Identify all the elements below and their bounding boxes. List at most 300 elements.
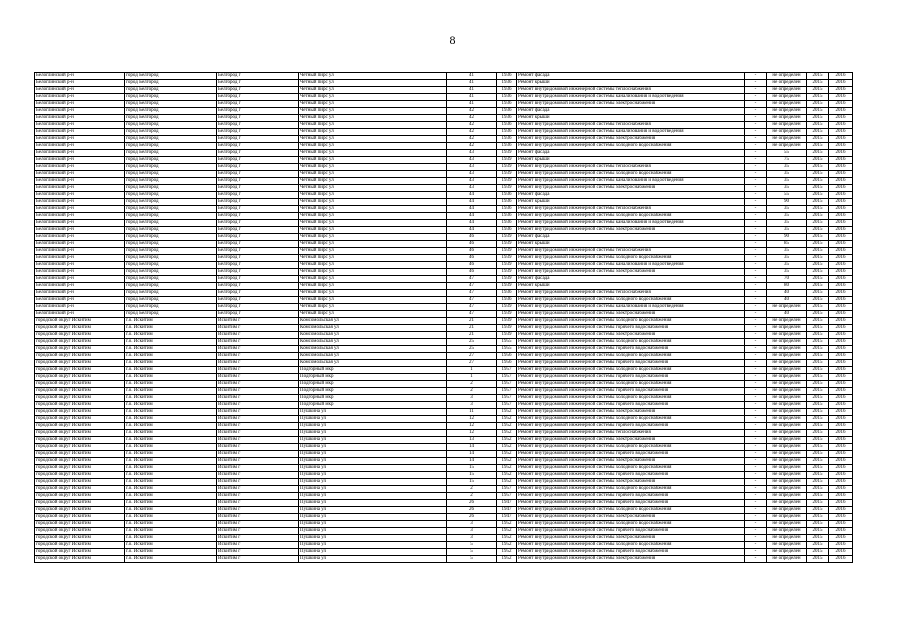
end-year-cell: 2016 bbox=[829, 80, 853, 87]
build-year-cell: 1939 bbox=[497, 283, 517, 290]
dash-cell: - bbox=[745, 122, 767, 129]
end-year-cell: 2016 bbox=[829, 423, 853, 430]
work-type-cell: Ремонт внутридомовой инженерной системы холодного водоснабжения bbox=[517, 255, 745, 262]
end-year-cell: 2016 bbox=[829, 297, 853, 304]
locality-cell: Белгород г bbox=[217, 248, 299, 255]
table-row bbox=[35, 297, 853, 304]
house-number-cell: 27 bbox=[447, 353, 497, 360]
work-type-cell: Ремонт внутридомовой инженерной системы теплоснабжения bbox=[517, 248, 745, 255]
settlement-cell: город Белгород bbox=[125, 206, 217, 213]
cost-cell: не определен bbox=[767, 381, 807, 388]
build-year-cell: 1952 bbox=[497, 409, 517, 416]
municipality-cell: городской округ Искитим bbox=[35, 486, 125, 493]
work-type-cell: Ремонт крыши bbox=[517, 241, 745, 248]
cost-cell: 35 bbox=[767, 164, 807, 171]
build-year-cell: 1952 bbox=[497, 444, 517, 451]
locality-cell: Искитим г bbox=[217, 423, 299, 430]
build-year-cell: 1957 bbox=[497, 374, 517, 381]
house-number-cell: 47 bbox=[447, 297, 497, 304]
end-year-cell: 2016 bbox=[829, 444, 853, 451]
work-type-cell: Ремонт внутридомовой инженерной системы горячего водоснабжения bbox=[517, 493, 745, 500]
start-year-cell: 2015 bbox=[807, 374, 829, 381]
locality-cell: Белгород г bbox=[217, 199, 299, 206]
locality-cell: Искитим г bbox=[217, 451, 299, 458]
house-number-cell: 21 bbox=[447, 332, 497, 339]
dash-cell: - bbox=[745, 283, 767, 290]
start-year-cell: 2015 bbox=[807, 472, 829, 479]
work-type-cell: Ремонт внутридомовой инженерной системы горячего водоснабжения bbox=[517, 346, 745, 353]
table-row bbox=[35, 367, 853, 374]
locality-cell: Белгород г bbox=[217, 213, 299, 220]
start-year-cell: 2015 bbox=[807, 171, 829, 178]
build-year-cell: 1939 bbox=[497, 241, 517, 248]
start-year-cell: 2015 bbox=[807, 430, 829, 437]
start-year-cell: 2015 bbox=[807, 381, 829, 388]
municipality-cell: городской округ Искитим bbox=[35, 339, 125, 346]
dash-cell: - bbox=[745, 416, 767, 423]
settlement-cell: г.о. Искитим bbox=[125, 493, 217, 500]
end-year-cell: 2016 bbox=[829, 486, 853, 493]
house-number-cell: 47 bbox=[447, 276, 497, 283]
work-type-cell: Ремонт внутридомовой инженерной системы горячего водоснабжения bbox=[517, 374, 745, 381]
work-type-cell: Ремонт внутридомовой инженерной системы холодного водоснабжения bbox=[517, 339, 745, 346]
street-cell: Пушкина ул bbox=[299, 409, 447, 416]
end-year-cell: 2016 bbox=[829, 276, 853, 283]
cost-cell: 80 bbox=[767, 283, 807, 290]
house-number-cell: 47 bbox=[447, 311, 497, 318]
locality-cell: Белгород г bbox=[217, 297, 299, 304]
municipality-cell: Белоглинский р-н bbox=[35, 73, 125, 80]
municipality-cell: Белоглинский р-н bbox=[35, 129, 125, 136]
house-number-cell: 5 bbox=[447, 549, 497, 556]
locality-cell: Искитим г bbox=[217, 395, 299, 402]
table-row bbox=[35, 276, 853, 283]
municipality-cell: городской округ Искитим bbox=[35, 318, 125, 325]
table-row bbox=[35, 248, 853, 255]
cost-cell: не определен bbox=[767, 493, 807, 500]
municipality-cell: городской округ Искитим bbox=[35, 500, 125, 507]
cost-cell: не определен bbox=[767, 500, 807, 507]
municipality-cell: Белоглинский р-н bbox=[35, 108, 125, 115]
settlement-cell: г.о. Искитим bbox=[125, 437, 217, 444]
dash-cell: - bbox=[745, 500, 767, 507]
settlement-cell: город Белгород bbox=[125, 171, 217, 178]
build-year-cell: 1955 bbox=[497, 346, 517, 353]
build-year-cell: 1947 bbox=[497, 514, 517, 521]
cost-cell: не определен bbox=[767, 87, 807, 94]
dash-cell: - bbox=[745, 227, 767, 234]
start-year-cell: 2015 bbox=[807, 402, 829, 409]
start-year-cell: 2015 bbox=[807, 227, 829, 234]
start-year-cell: 2015 bbox=[807, 164, 829, 171]
locality-cell: Белгород г bbox=[217, 136, 299, 143]
house-number-cell: 3 bbox=[447, 535, 497, 542]
street-cell: Четный пирс ул bbox=[299, 304, 447, 311]
settlement-cell: г.о. Искитим bbox=[125, 486, 217, 493]
house-number-cell: 3 bbox=[447, 395, 497, 402]
municipality-cell: городской округ Искитим bbox=[35, 360, 125, 367]
table-row bbox=[35, 206, 853, 213]
street-cell: Четный пирс ул bbox=[299, 297, 447, 304]
cost-cell: 35 bbox=[767, 213, 807, 220]
cost-cell: не определен bbox=[767, 549, 807, 556]
table-row bbox=[35, 465, 853, 472]
settlement-cell: г.о. Искитим bbox=[125, 521, 217, 528]
end-year-cell: 2016 bbox=[829, 479, 853, 486]
settlement-cell: г.о. Искитим bbox=[125, 535, 217, 542]
work-type-cell: Ремонт внутридомовой инженерной системы электроснабжения bbox=[517, 535, 745, 542]
table-row bbox=[35, 542, 853, 549]
house-number-cell: 44 bbox=[447, 192, 497, 199]
house-number-cell: 3 bbox=[447, 528, 497, 535]
locality-cell: Белгород г bbox=[217, 269, 299, 276]
cost-cell: не определен bbox=[767, 339, 807, 346]
locality-cell: Искитим г bbox=[217, 528, 299, 535]
end-year-cell: 2016 bbox=[829, 164, 853, 171]
house-number-cell: 43 bbox=[447, 171, 497, 178]
table-row bbox=[35, 458, 853, 465]
locality-cell: Белгород г bbox=[217, 171, 299, 178]
settlement-cell: город Белгород bbox=[125, 115, 217, 122]
start-year-cell: 2015 bbox=[807, 514, 829, 521]
cost-cell: не определен bbox=[767, 458, 807, 465]
house-number-cell: 12 bbox=[447, 430, 497, 437]
cost-cell: 35 bbox=[767, 206, 807, 213]
dash-cell: - bbox=[745, 542, 767, 549]
dash-cell: - bbox=[745, 178, 767, 185]
house-number-cell: 42 bbox=[447, 122, 497, 129]
start-year-cell: 2015 bbox=[807, 108, 829, 115]
build-year-cell: 1936 bbox=[497, 136, 517, 143]
dash-cell: - bbox=[745, 304, 767, 311]
locality-cell: Белгород г bbox=[217, 234, 299, 241]
house-number-cell: 1 bbox=[447, 374, 497, 381]
start-year-cell: 2015 bbox=[807, 451, 829, 458]
end-year-cell: 2016 bbox=[829, 178, 853, 185]
build-year-cell: 1952 bbox=[497, 430, 517, 437]
table-row bbox=[35, 80, 853, 87]
house-number-cell: 26 bbox=[447, 500, 497, 507]
build-year-cell: 1956 bbox=[497, 353, 517, 360]
municipality-cell: городской округ Искитим bbox=[35, 451, 125, 458]
end-year-cell: 2016 bbox=[829, 507, 853, 514]
start-year-cell: 2015 bbox=[807, 416, 829, 423]
municipality-cell: городской округ Искитим bbox=[35, 465, 125, 472]
table-row bbox=[35, 143, 853, 150]
dash-cell: - bbox=[745, 234, 767, 241]
build-year-cell: 1936 bbox=[497, 101, 517, 108]
cost-cell: 55 bbox=[767, 150, 807, 157]
end-year-cell: 2016 bbox=[829, 283, 853, 290]
build-year-cell: 1952 bbox=[497, 465, 517, 472]
dash-cell: - bbox=[745, 129, 767, 136]
locality-cell: Искитим г bbox=[217, 500, 299, 507]
start-year-cell: 2015 bbox=[807, 129, 829, 136]
settlement-cell: город Белгород bbox=[125, 192, 217, 199]
start-year-cell: 2015 bbox=[807, 248, 829, 255]
table-row bbox=[35, 325, 853, 332]
house-number-cell: 5 bbox=[447, 542, 497, 549]
end-year-cell: 2016 bbox=[829, 346, 853, 353]
dash-cell: - bbox=[745, 150, 767, 157]
table-row bbox=[35, 514, 853, 521]
build-year-cell: 1957 bbox=[497, 486, 517, 493]
end-year-cell: 2016 bbox=[829, 360, 853, 367]
street-cell: Четный пирс ул bbox=[299, 199, 447, 206]
street-cell: Комсомольская ул bbox=[299, 318, 447, 325]
house-number-cell: 42 bbox=[447, 108, 497, 115]
street-cell: Четный пирс ул bbox=[299, 94, 447, 101]
end-year-cell: 2016 bbox=[829, 465, 853, 472]
build-year-cell: 1939 bbox=[497, 164, 517, 171]
build-year-cell: 1936 bbox=[497, 206, 517, 213]
table-row bbox=[35, 479, 853, 486]
settlement-cell: город Белгород bbox=[125, 87, 217, 94]
locality-cell: Белгород г bbox=[217, 178, 299, 185]
street-cell: Пушкина ул bbox=[299, 472, 447, 479]
dash-cell: - bbox=[745, 157, 767, 164]
municipality-cell: Белоглинский р-н bbox=[35, 248, 125, 255]
settlement-cell: город Белгород bbox=[125, 220, 217, 227]
build-year-cell: 1939 bbox=[497, 325, 517, 332]
build-year-cell: 1936 bbox=[497, 129, 517, 136]
dash-cell: - bbox=[745, 430, 767, 437]
work-type-cell: Ремонт внутридомовой инженерной системы канализования и водоотведения bbox=[517, 220, 745, 227]
dash-cell: - bbox=[745, 479, 767, 486]
dash-cell: - bbox=[745, 73, 767, 80]
house-number-cell: 41 bbox=[447, 101, 497, 108]
settlement-cell: город Белгород bbox=[125, 157, 217, 164]
dash-cell: - bbox=[745, 241, 767, 248]
street-cell: Пушкина ул bbox=[299, 479, 447, 486]
cost-cell: не определен bbox=[767, 528, 807, 535]
start-year-cell: 2015 bbox=[807, 367, 829, 374]
municipality-cell: городской округ Искитим bbox=[35, 458, 125, 465]
locality-cell: Искитим г bbox=[217, 521, 299, 528]
street-cell: Четный пирс ул bbox=[299, 150, 447, 157]
locality-cell: Искитим г bbox=[217, 374, 299, 381]
end-year-cell: 2016 bbox=[829, 430, 853, 437]
start-year-cell: 2015 bbox=[807, 234, 829, 241]
street-cell: Четный пирс ул bbox=[299, 115, 447, 122]
end-year-cell: 2016 bbox=[829, 220, 853, 227]
cost-cell: не определен bbox=[767, 332, 807, 339]
street-cell: Пушкина ул bbox=[299, 528, 447, 535]
build-year-cell: 1939 bbox=[497, 248, 517, 255]
locality-cell: Белгород г bbox=[217, 290, 299, 297]
table-row bbox=[35, 528, 853, 535]
house-number-cell: 15 bbox=[447, 465, 497, 472]
house-number-cell: 44 bbox=[447, 206, 497, 213]
cost-cell: не определен bbox=[767, 437, 807, 444]
table-row bbox=[35, 185, 853, 192]
build-year-cell: 1952 bbox=[497, 535, 517, 542]
table-row bbox=[35, 535, 853, 542]
street-cell: Комсомольская ул bbox=[299, 353, 447, 360]
settlement-cell: г.о. Искитим bbox=[125, 416, 217, 423]
cost-cell: не определен bbox=[767, 374, 807, 381]
locality-cell: Искитим г bbox=[217, 353, 299, 360]
municipality-cell: Белоглинский р-н bbox=[35, 157, 125, 164]
settlement-cell: город Белгород bbox=[125, 234, 217, 241]
municipality-cell: городской округ Искитим bbox=[35, 444, 125, 451]
municipality-cell: Белоглинский р-н bbox=[35, 178, 125, 185]
build-year-cell: 1952 bbox=[497, 528, 517, 535]
house-number-cell: 46 bbox=[447, 234, 497, 241]
work-type-cell: Ремонт внутридомовой инженерной системы электроснабжения bbox=[517, 409, 745, 416]
start-year-cell: 2015 bbox=[807, 325, 829, 332]
dash-cell: - bbox=[745, 143, 767, 150]
settlement-cell: город Белгород bbox=[125, 143, 217, 150]
dash-cell: - bbox=[745, 213, 767, 220]
cost-cell: не определен bbox=[767, 451, 807, 458]
house-number-cell: 46 bbox=[447, 255, 497, 262]
street-cell: Четный пирс ул bbox=[299, 276, 447, 283]
table-row bbox=[35, 255, 853, 262]
work-type-cell: Ремонт внутридомовой инженерной системы электроснабжения bbox=[517, 185, 745, 192]
settlement-cell: г.о. Искитим bbox=[125, 507, 217, 514]
work-type-cell: Ремонт внутридомовой инженерной системы холодного водоснабжения bbox=[517, 542, 745, 549]
street-cell: Пушкина ул bbox=[299, 542, 447, 549]
start-year-cell: 2015 bbox=[807, 423, 829, 430]
table-row bbox=[35, 388, 853, 395]
build-year-cell: 1939 bbox=[497, 178, 517, 185]
table-row bbox=[35, 423, 853, 430]
work-type-cell: Ремонт фасада bbox=[517, 108, 745, 115]
dash-cell: - bbox=[745, 136, 767, 143]
table-row bbox=[35, 416, 853, 423]
end-year-cell: 2016 bbox=[829, 409, 853, 416]
end-year-cell: 2016 bbox=[829, 374, 853, 381]
work-type-cell: Ремонт внутридомовой инженерной системы электроснабжения bbox=[517, 514, 745, 521]
dash-cell: - bbox=[745, 444, 767, 451]
house-number-cell: 44 bbox=[447, 213, 497, 220]
build-year-cell: 1936 bbox=[497, 108, 517, 115]
municipality-cell: Белоглинский р-н bbox=[35, 115, 125, 122]
house-number-cell: 44 bbox=[447, 227, 497, 234]
locality-cell: Белгород г bbox=[217, 157, 299, 164]
street-cell: Подгорный мкр bbox=[299, 402, 447, 409]
work-type-cell: Ремонт внутридомовой инженерной системы горячего водоснабжения bbox=[517, 402, 745, 409]
build-year-cell: 1936 bbox=[497, 143, 517, 150]
end-year-cell: 2016 bbox=[829, 493, 853, 500]
dash-cell: - bbox=[745, 199, 767, 206]
municipality-cell: городской округ Искитим bbox=[35, 402, 125, 409]
locality-cell: Белгород г bbox=[217, 227, 299, 234]
dash-cell: - bbox=[745, 402, 767, 409]
street-cell: Пушкина ул bbox=[299, 444, 447, 451]
start-year-cell: 2015 bbox=[807, 199, 829, 206]
work-type-cell: Ремонт крыши bbox=[517, 157, 745, 164]
end-year-cell: 2016 bbox=[829, 325, 853, 332]
dash-cell: - bbox=[745, 80, 767, 87]
settlement-cell: г.о. Искитим bbox=[125, 556, 217, 563]
start-year-cell: 2015 bbox=[807, 479, 829, 486]
work-type-cell: Ремонт внутридомовой инженерной системы холодного водоснабжения bbox=[517, 297, 745, 304]
settlement-cell: город Белгород bbox=[125, 255, 217, 262]
start-year-cell: 2015 bbox=[807, 304, 829, 311]
build-year-cell: 1939 bbox=[497, 262, 517, 269]
dash-cell: - bbox=[745, 311, 767, 318]
end-year-cell: 2016 bbox=[829, 500, 853, 507]
build-year-cell: 1939 bbox=[497, 276, 517, 283]
work-type-cell: Ремонт внутридомовой инженерной системы горячего водоснабжения bbox=[517, 360, 745, 367]
end-year-cell: 2016 bbox=[829, 304, 853, 311]
cost-cell: не определен bbox=[767, 395, 807, 402]
municipality-cell: Белоглинский р-н bbox=[35, 164, 125, 171]
municipality-cell: городской округ Искитим bbox=[35, 479, 125, 486]
municipality-cell: городской округ Искитим bbox=[35, 423, 125, 430]
street-cell: Четный пирс ул bbox=[299, 164, 447, 171]
house-number-cell: 12 bbox=[447, 423, 497, 430]
build-year-cell: 1947 bbox=[497, 500, 517, 507]
municipality-cell: Белоглинский р-н bbox=[35, 290, 125, 297]
locality-cell: Искитим г bbox=[217, 493, 299, 500]
build-year-cell: 1936 bbox=[497, 80, 517, 87]
build-year-cell: 1936 bbox=[497, 290, 517, 297]
municipality-cell: городской округ Искитим bbox=[35, 528, 125, 535]
cost-cell: не определен bbox=[767, 115, 807, 122]
street-cell: Комсомольская ул bbox=[299, 339, 447, 346]
street-cell: Четный пирс ул bbox=[299, 108, 447, 115]
cost-cell: не определен bbox=[767, 101, 807, 108]
start-year-cell: 2015 bbox=[807, 437, 829, 444]
dash-cell: - bbox=[745, 262, 767, 269]
settlement-cell: город Белгород bbox=[125, 178, 217, 185]
locality-cell: Белгород г bbox=[217, 255, 299, 262]
end-year-cell: 2016 bbox=[829, 339, 853, 346]
table-row bbox=[35, 304, 853, 311]
start-year-cell: 2015 bbox=[807, 290, 829, 297]
dash-cell: - bbox=[745, 171, 767, 178]
start-year-cell: 2015 bbox=[807, 556, 829, 563]
table-row bbox=[35, 507, 853, 514]
settlement-cell: город Белгород bbox=[125, 80, 217, 87]
dash-cell: - bbox=[745, 220, 767, 227]
municipality-cell: городской округ Искитим bbox=[35, 521, 125, 528]
work-type-cell: Ремонт внутридомовой инженерной системы горячего водоснабжения bbox=[517, 325, 745, 332]
cost-cell: не определен bbox=[767, 325, 807, 332]
work-type-cell: Ремонт внутридомовой инженерной системы холодного водоснабжения bbox=[517, 367, 745, 374]
municipality-cell: Белоглинский р-н bbox=[35, 269, 125, 276]
municipality-cell: городской округ Искитим bbox=[35, 493, 125, 500]
dash-cell: - bbox=[745, 115, 767, 122]
cost-cell: не определен bbox=[767, 423, 807, 430]
cost-cell: не определен bbox=[767, 472, 807, 479]
cost-cell: 90 bbox=[767, 234, 807, 241]
settlement-cell: г.о. Искитим bbox=[125, 465, 217, 472]
locality-cell: Искитим г bbox=[217, 465, 299, 472]
cost-cell: не определен bbox=[767, 444, 807, 451]
work-type-cell: Ремонт внутридомовой инженерной системы теплоснабжения bbox=[517, 122, 745, 129]
street-cell: Четный пирс ул bbox=[299, 283, 447, 290]
start-year-cell: 2015 bbox=[807, 318, 829, 325]
settlement-cell: г.о. Искитим bbox=[125, 346, 217, 353]
end-year-cell: 2016 bbox=[829, 150, 853, 157]
start-year-cell: 2015 bbox=[807, 332, 829, 339]
end-year-cell: 2016 bbox=[829, 87, 853, 94]
start-year-cell: 2015 bbox=[807, 297, 829, 304]
build-year-cell: 1939 bbox=[497, 318, 517, 325]
table-row bbox=[35, 311, 853, 318]
settlement-cell: город Белгород bbox=[125, 276, 217, 283]
house-number-cell: 27 bbox=[447, 360, 497, 367]
municipality-cell: городской округ Искитим bbox=[35, 367, 125, 374]
cost-cell: не определен bbox=[767, 514, 807, 521]
locality-cell: Белгород г bbox=[217, 122, 299, 129]
cost-cell: 35 bbox=[767, 248, 807, 255]
settlement-cell: г.о. Искитим bbox=[125, 374, 217, 381]
